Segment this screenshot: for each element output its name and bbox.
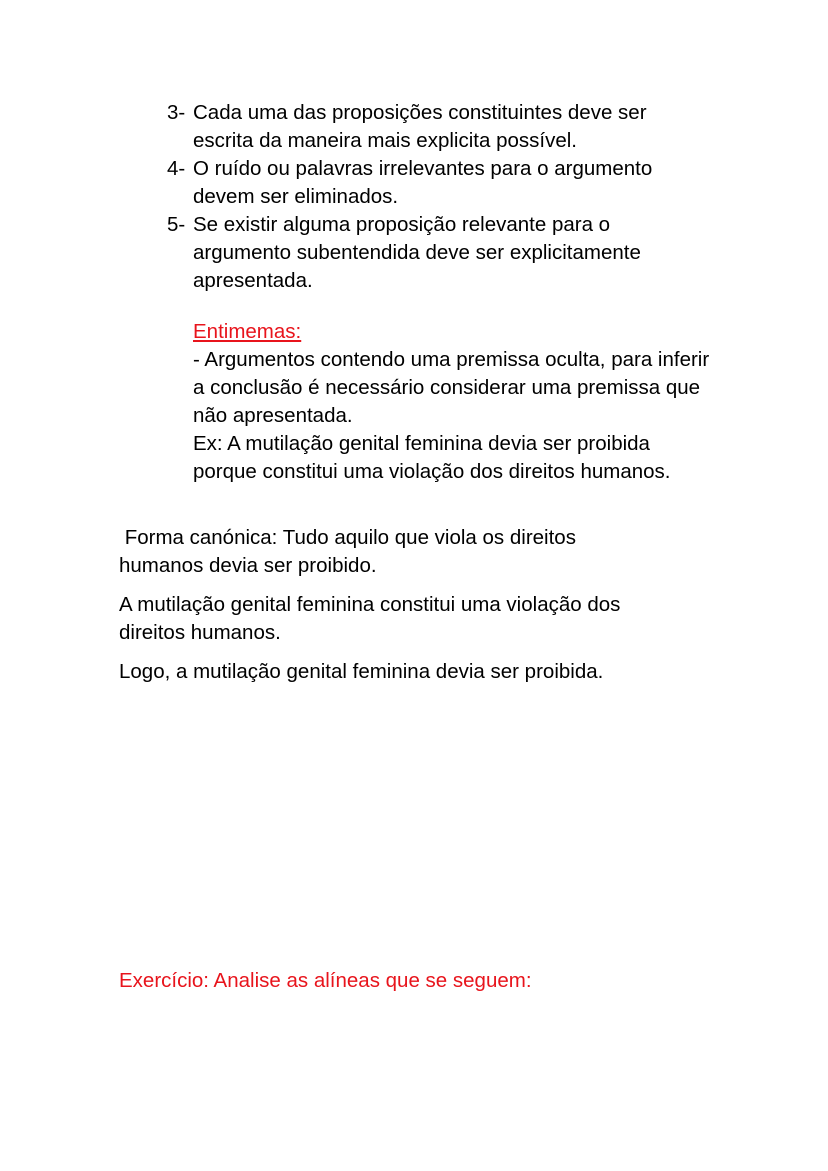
entimemas-section	[193, 318, 713, 486]
canonical-premise-2	[119, 591, 719, 647]
rule-number: 3-	[167, 101, 186, 124]
rule-item	[167, 155, 707, 211]
conclusion-text: Logo, a mutilação genital feminina devia ser proibida.	[119, 660, 604, 683]
rule-number: 4-	[167, 157, 186, 180]
premise-2-text: A mutilação genital feminina constitui uma violação dos direitos humanos.	[119, 593, 621, 644]
rule-text: O ruído ou palavras irrelevantes para o argumento devem ser eliminados.	[193, 157, 653, 208]
canonical-conclusion	[119, 658, 719, 686]
rule-item	[167, 211, 707, 295]
exercise-title: Exercício: Analise as alíneas que se seguem:	[119, 969, 532, 992]
premise-1-text: Forma canónica: Tudo aquilo que viola os direitos humanos devia ser proibido.	[119, 526, 582, 577]
rule-text: Se existir alguma proposição relevante para o argumento subentendida deve ser explicitamente apresentada.	[193, 213, 641, 292]
rule-item	[167, 99, 707, 155]
entimemas-heading: Entimemas:	[193, 320, 302, 343]
entimemas-definition: - Argumentos contendo uma premissa oculta, para inferir a conclusão é necessário considerar uma premissa que não apresentada.	[193, 348, 710, 427]
canonical-premise-1	[119, 524, 719, 580]
entimemas-example: Ex: A mutilação genital feminina devia ser proibida porque constitui uma violação dos direitos humanos.	[193, 432, 671, 483]
rule-number: 5-	[167, 213, 186, 236]
rule-text: Cada uma das proposições constituintes deve ser escrita da maneira mais explicita possível.	[193, 101, 647, 152]
rules-list	[167, 99, 707, 295]
